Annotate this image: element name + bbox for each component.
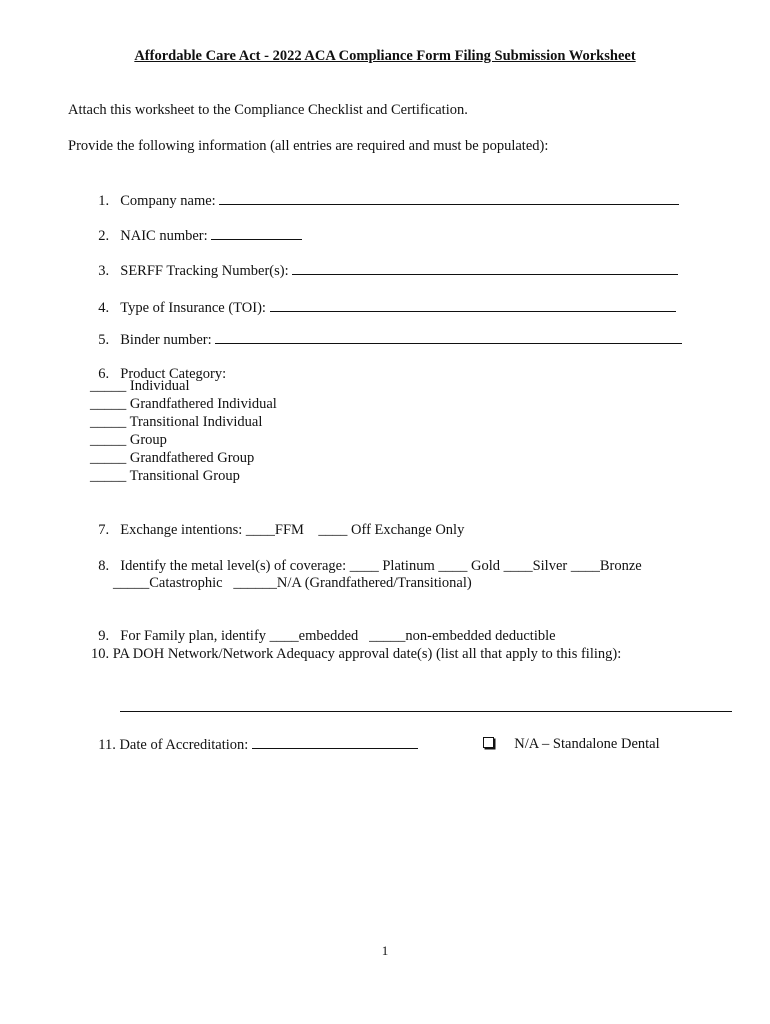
binder-number-label: Binder number:	[120, 332, 212, 348]
item-binder-number	[91, 312, 682, 349]
item-number: 4.	[98, 300, 110, 316]
category-group[interactable]: _____ Group	[90, 432, 167, 448]
serff-tracking-label: SERFF Tracking Number(s):	[120, 263, 289, 279]
item-metal-level[interactable]	[91, 539, 642, 575]
item-family-plan[interactable]	[91, 609, 556, 645]
na-standalone-dental-option[interactable]	[476, 717, 660, 753]
naic-number-label: NAIC number:	[120, 228, 208, 244]
metal-level-options-line2[interactable]: _____Catastrophic ______N/A (Grandfathered/Transitional)	[113, 575, 472, 591]
item-company-name	[91, 173, 679, 210]
item-number: 8.	[98, 558, 110, 574]
item-naic-number	[91, 208, 302, 245]
item-serff-tracking	[91, 243, 678, 280]
exchange-intentions-label: Exchange intentions: ____FFM ____ Off Exchange Only	[120, 522, 465, 538]
item-number: 5.	[98, 332, 110, 348]
network-adequacy-field-row	[113, 680, 732, 717]
metal-level-label: Identify the metal level(s) of coverage: ____ Platinum ____ Gold ____Silver ____Bronze	[120, 558, 642, 574]
item-accreditation	[91, 717, 418, 754]
item-number: 3.	[98, 263, 110, 279]
category-grandfathered-group[interactable]: _____ Grandfathered Group	[90, 450, 255, 466]
item-number: 9.	[98, 628, 110, 644]
product-category-label: Product Category:	[120, 366, 227, 382]
item-number: 1.	[98, 193, 110, 209]
checkbox-icon[interactable]	[483, 737, 494, 748]
item-number: 2.	[98, 228, 110, 244]
item-number: 6.	[98, 366, 110, 382]
document-title: Affordable Care Act - 2022 ACA Compliance Form Filing Submission Worksheet	[134, 48, 636, 64]
intro-attach: Attach this worksheet to the Compliance Checklist and Certification.	[68, 102, 468, 118]
type-of-insurance-field[interactable]	[270, 298, 676, 312]
intro-provide: Provide the following information (all entries are required and must be populated):	[68, 138, 549, 154]
category-transitional-individual[interactable]: _____ Transitional Individual	[90, 414, 263, 430]
na-standalone-dental-label: N/A – Standalone Dental	[514, 736, 660, 752]
item-number: 7.	[98, 522, 110, 538]
type-of-insurance-label: Type of Insurance (TOI):	[120, 300, 266, 316]
item-exchange-intentions[interactable]	[91, 503, 464, 539]
accreditation-label: 11. Date of Accreditation:	[98, 737, 249, 753]
page-number: 1	[381, 943, 389, 958]
serff-tracking-field[interactable]	[292, 261, 678, 275]
accreditation-date-field[interactable]	[252, 735, 418, 749]
network-adequacy-field[interactable]	[120, 698, 732, 712]
company-name-field[interactable]	[219, 191, 679, 205]
family-plan-label: For Family plan, identify ____embedded _____non-embedded deductible	[120, 628, 556, 644]
item-network-adequacy: 10. PA DOH Network/Network Adequacy approval date(s) (list all that apply to this filing):	[91, 646, 622, 662]
binder-number-field[interactable]	[215, 330, 682, 344]
company-name-label: Company name:	[120, 193, 216, 209]
naic-number-field[interactable]	[211, 226, 302, 240]
category-transitional-group[interactable]: _____ Transitional Group	[90, 468, 240, 484]
category-individual[interactable]: _____ Individual	[90, 378, 190, 394]
category-grandfathered-individual[interactable]: _____ Grandfathered Individual	[90, 396, 277, 412]
